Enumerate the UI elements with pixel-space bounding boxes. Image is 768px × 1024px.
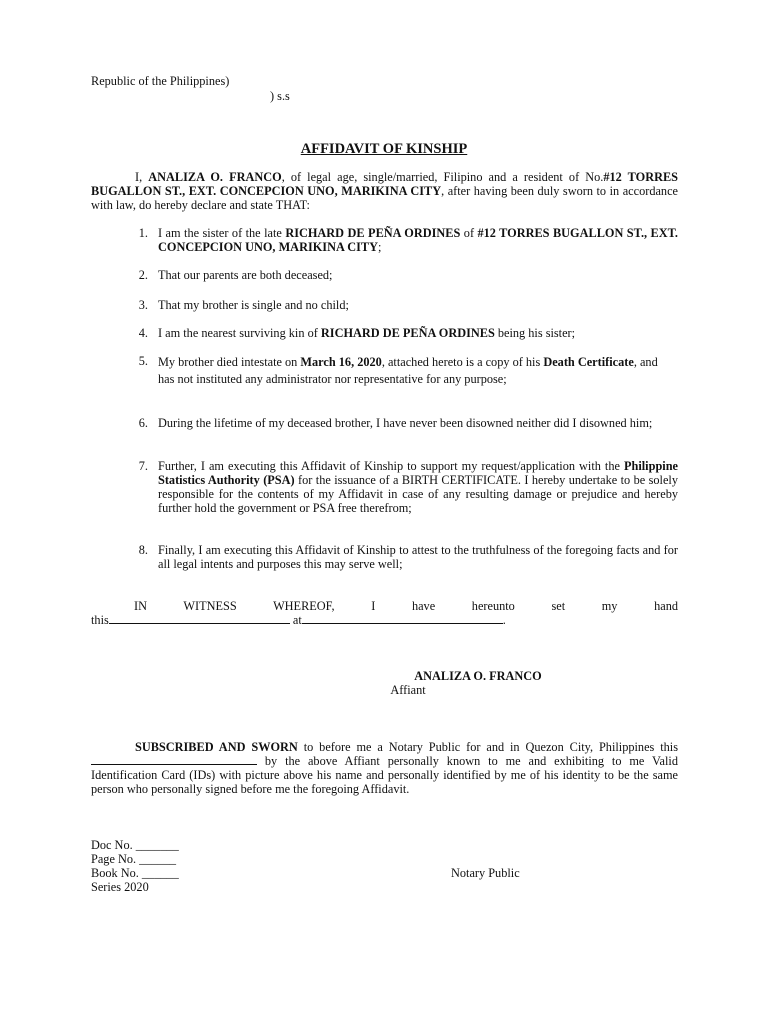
jurat-text-2: by the above Affiant personally known to me and exhibiting to me Valid Identification Card (IDs) with picture above his name and personally identified by me of his identity to be the same person who personally signed before me the foregoing Affidavit.: [91, 754, 678, 796]
intro-text-3: , after having been duly sworn to in accordance with law, do hereby declare and state THAT:: [91, 184, 678, 212]
witness-at-label: at: [292, 613, 302, 627]
witness-end: .: [502, 613, 506, 627]
item-4-text: [158, 326, 678, 340]
witness-line: IN WITNESS WHEREOF, I have hereunto set my hand: [134, 599, 678, 613]
deceased-address: #12 TORRES BUGALLON ST., EXT. CONCEPCION UNO, MARIKINA CITY: [158, 226, 678, 254]
document-title: AFFIDAVIT OF KINSHIP: [300, 141, 468, 157]
venue-line-2: ) s.s: [270, 89, 290, 103]
item-2-text: That our parents are both deceased;: [158, 268, 333, 282]
jurat-bold-text: SUBSCRIBED AND SWORN: [135, 740, 298, 754]
doc-number: Doc No. _______: [91, 838, 179, 852]
item-1-part: I am the sister of the late: [158, 226, 286, 240]
item-8-text: Finally, I am executing this Affidavit of Kinship to attest to the truthfulness of the foregoing facts and for all legal intents and purposes this may serve well;: [158, 543, 678, 571]
affiant-signature-name: ANALIZA O. FRANCO: [414, 669, 542, 683]
item-7-text: [158, 459, 678, 515]
item-7-part: Further, I am executing this Affidavit of Kinship to support my request/application with the: [158, 459, 624, 473]
item-1-part: of: [460, 226, 478, 240]
psa-name: Philippine Statistics Authority (PSA): [158, 459, 678, 487]
notary-public-label: Notary Public: [451, 866, 520, 880]
item-5-part: , and has not instituted any administrator nor representative for any purpose;: [158, 355, 658, 386]
item-1-text: [158, 226, 678, 254]
item-6-text: During the lifetime of my deceased brother, I have never been disowned neither did I disowned him;: [158, 416, 653, 430]
series-year: Series 2020: [91, 880, 149, 894]
item-2-number: 2.: [138, 268, 148, 282]
item-7-part: for the issuance of a BIRTH CERTIFICATE. I hereby undertake to be solely responsible for the contents of my Affidavit in case of any resulting damage or prejudice and hereby further hold the government or PSA free therefrom;: [158, 473, 678, 515]
item-5-number: 5.: [138, 354, 148, 368]
item-3-text: That my brother is single and no child;: [158, 298, 349, 312]
witness-date-blank: [109, 613, 290, 624]
book-number: Book No. ______: [91, 866, 179, 880]
affiant-name-inline: ANALIZA O. FRANCO: [148, 170, 282, 184]
witness-date-place-line: [91, 613, 506, 627]
intro-paragraph: [91, 170, 678, 212]
venue-line-1: Republic of the Philippines): [91, 74, 230, 88]
item-4-part: I am the nearest surviving kin of: [158, 326, 321, 340]
item-6-number: 6.: [138, 416, 148, 430]
jurat-text-1: to before me a Notary Public for and in Quezon City, Philippines this: [297, 740, 678, 754]
item-1-number: 1.: [138, 226, 148, 240]
item-4-number: 4.: [138, 326, 148, 340]
jurat-date-blank: [91, 754, 257, 765]
item-5-text: [158, 354, 673, 387]
intro-text-2: , of legal age, single/married, Filipino and a resident of No.: [281, 170, 604, 184]
item-4-part: being his sister;: [494, 326, 576, 340]
item-7-number: 7.: [138, 459, 148, 473]
death-certificate-label: Death Certificate: [543, 355, 634, 369]
item-5-part: My brother died intestate on: [158, 355, 301, 369]
jurat-paragraph: [91, 740, 678, 796]
intro-text-1: I,: [135, 170, 149, 184]
item-1-part: ;: [378, 240, 382, 254]
item-8-number: 8.: [138, 543, 148, 557]
deceased-name: RICHARD DE PEÑA ORDINES: [285, 226, 461, 240]
affiant-role: Affiant: [390, 683, 426, 697]
page-number: Page No. ______: [91, 852, 177, 866]
date-of-death: March 16, 2020: [300, 355, 382, 369]
item-5-part: , attached hereto is a copy of his: [381, 355, 544, 369]
item-3-number: 3.: [138, 298, 148, 312]
witness-place-blank: [302, 613, 503, 624]
affiant-address: #12 TORRES BUGALLON ST., EXT. CONCEPCION UNO, MARIKINA CITY: [91, 170, 678, 198]
witness-this-label: this: [91, 613, 109, 627]
deceased-name: RICHARD DE PEÑA ORDINES: [320, 326, 495, 340]
